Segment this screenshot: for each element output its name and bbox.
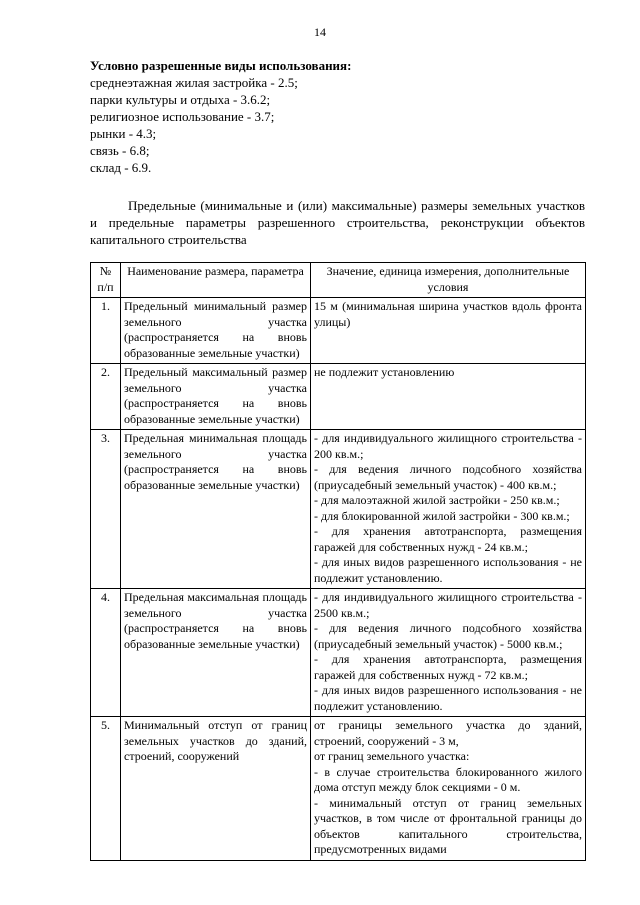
header-cell-number: № п/п [91, 263, 121, 298]
parameter-value-cell [311, 589, 586, 717]
value-line: от границы земельного участка до зданий, строений, сооружений - 3 м, [314, 718, 582, 748]
parameter-name-cell: Предельный максимальный размер земельного участка (распространяется на вновь образованные земельные участки) [121, 364, 311, 430]
header-cell-value: Значение, единица измерения, дополнительные условия [311, 263, 586, 298]
parameter-value-cell [311, 364, 586, 430]
row-number-cell: 1. [91, 298, 121, 364]
page-content [0, 57, 640, 861]
table-row [91, 298, 586, 364]
value-line: - для хранения автотранспорта, размещения гаражей для собственных нужд - 72 кв.м.; [314, 652, 582, 682]
parameters-table [90, 262, 586, 861]
parameter-name-cell: Предельный минимальный размер земельного участка (распространяется на вновь образованные земельные участки) [121, 298, 311, 364]
use-type-item: связь - 6.8; [90, 143, 150, 158]
table-row [91, 717, 586, 861]
parameter-name-cell: Минимальный отступ от границ земельных участков до зданий, строений, сооружений [121, 717, 311, 861]
value-line: - для ведения личного подсобного хозяйства (приусадебный земельный участок) - 400 кв.м.; [314, 462, 582, 492]
use-type-item: парки культуры и отдыха - 3.6.2; [90, 92, 271, 107]
value-line: - минимальный отступ от границ земельных участков, в том числе от фронтальной границы до объектов капитального строительства, предусмотренных видами [314, 795, 582, 856]
parameter-value-cell [311, 430, 586, 589]
value-line: - для хранения автотранспорта, размещения гаражей для собственных нужд - 24 кв.м.; [314, 524, 582, 554]
value-line: - для ведения личного подсобного хозяйства (приусадебный земельный участок) - 5000 кв.м.; [314, 621, 582, 651]
row-number-cell: 4. [91, 589, 121, 717]
conditional-uses-list [90, 74, 585, 176]
value-line: - для иных видов разрешенного использования - не подлежит установлению. [314, 683, 582, 713]
use-type-item: рынки - 4.3; [90, 126, 157, 141]
table-row [91, 430, 586, 589]
table-header-row [91, 263, 586, 298]
value-line: - для малоэтажной жилой застройки - 250 кв.м.; [314, 493, 560, 507]
value-line: - для индивидуального жилищного строительства - 2500 кв.м.; [314, 590, 582, 620]
table-row [91, 589, 586, 717]
value-line: - для блокированной жилой застройки - 300 кв.м.; [314, 508, 570, 523]
row-number-cell: 3. [91, 430, 121, 589]
value-line: от границ земельного участка: [314, 749, 470, 763]
parameter-name-cell: Предельная максимальная площадь земельного участка (распространяется на вновь образованные земельные участки) [121, 589, 311, 717]
page-number: 14 [314, 25, 326, 39]
use-type-item: склад - 6.9. [90, 160, 152, 175]
use-type-item: религиозное использование - 3.7; [90, 109, 275, 124]
table-row [91, 364, 586, 430]
value-line: - для индивидуального жилищного строительства - 200 кв.м.; [314, 431, 582, 461]
parameter-value-cell [311, 717, 586, 861]
value-line: - для иных видов разрешенного использования - не подлежит установлению. [314, 555, 582, 585]
parameter-value-cell [311, 298, 586, 364]
row-number-cell: 5. [91, 717, 121, 861]
value-line: не подлежит установлению [314, 365, 455, 379]
conditional-uses-heading: Условно разрешенные виды использования: [90, 58, 352, 73]
value-line: - в случае строительства блокированного жилого дома отступ между блок секциями - 0 м. [314, 764, 582, 794]
header-cell-name: Наименование размера, параметра [121, 263, 311, 298]
row-number-cell: 2. [91, 364, 121, 430]
use-type-item: среднеэтажная жилая застройка - 2.5; [90, 75, 298, 90]
limits-paragraph: Предельные (минимальные и (или) максимальные) размеры земельных участков и предельные параметры разрешенного строительства, реконструкции объектов капитального строительства [90, 198, 585, 247]
parameter-name-cell: Предельная минимальная площадь земельного участка (распространяется на вновь образованные земельные участки) [121, 430, 311, 589]
value-line: 15 м (минимальная ширина участков вдоль фронта улицы) [314, 299, 582, 329]
